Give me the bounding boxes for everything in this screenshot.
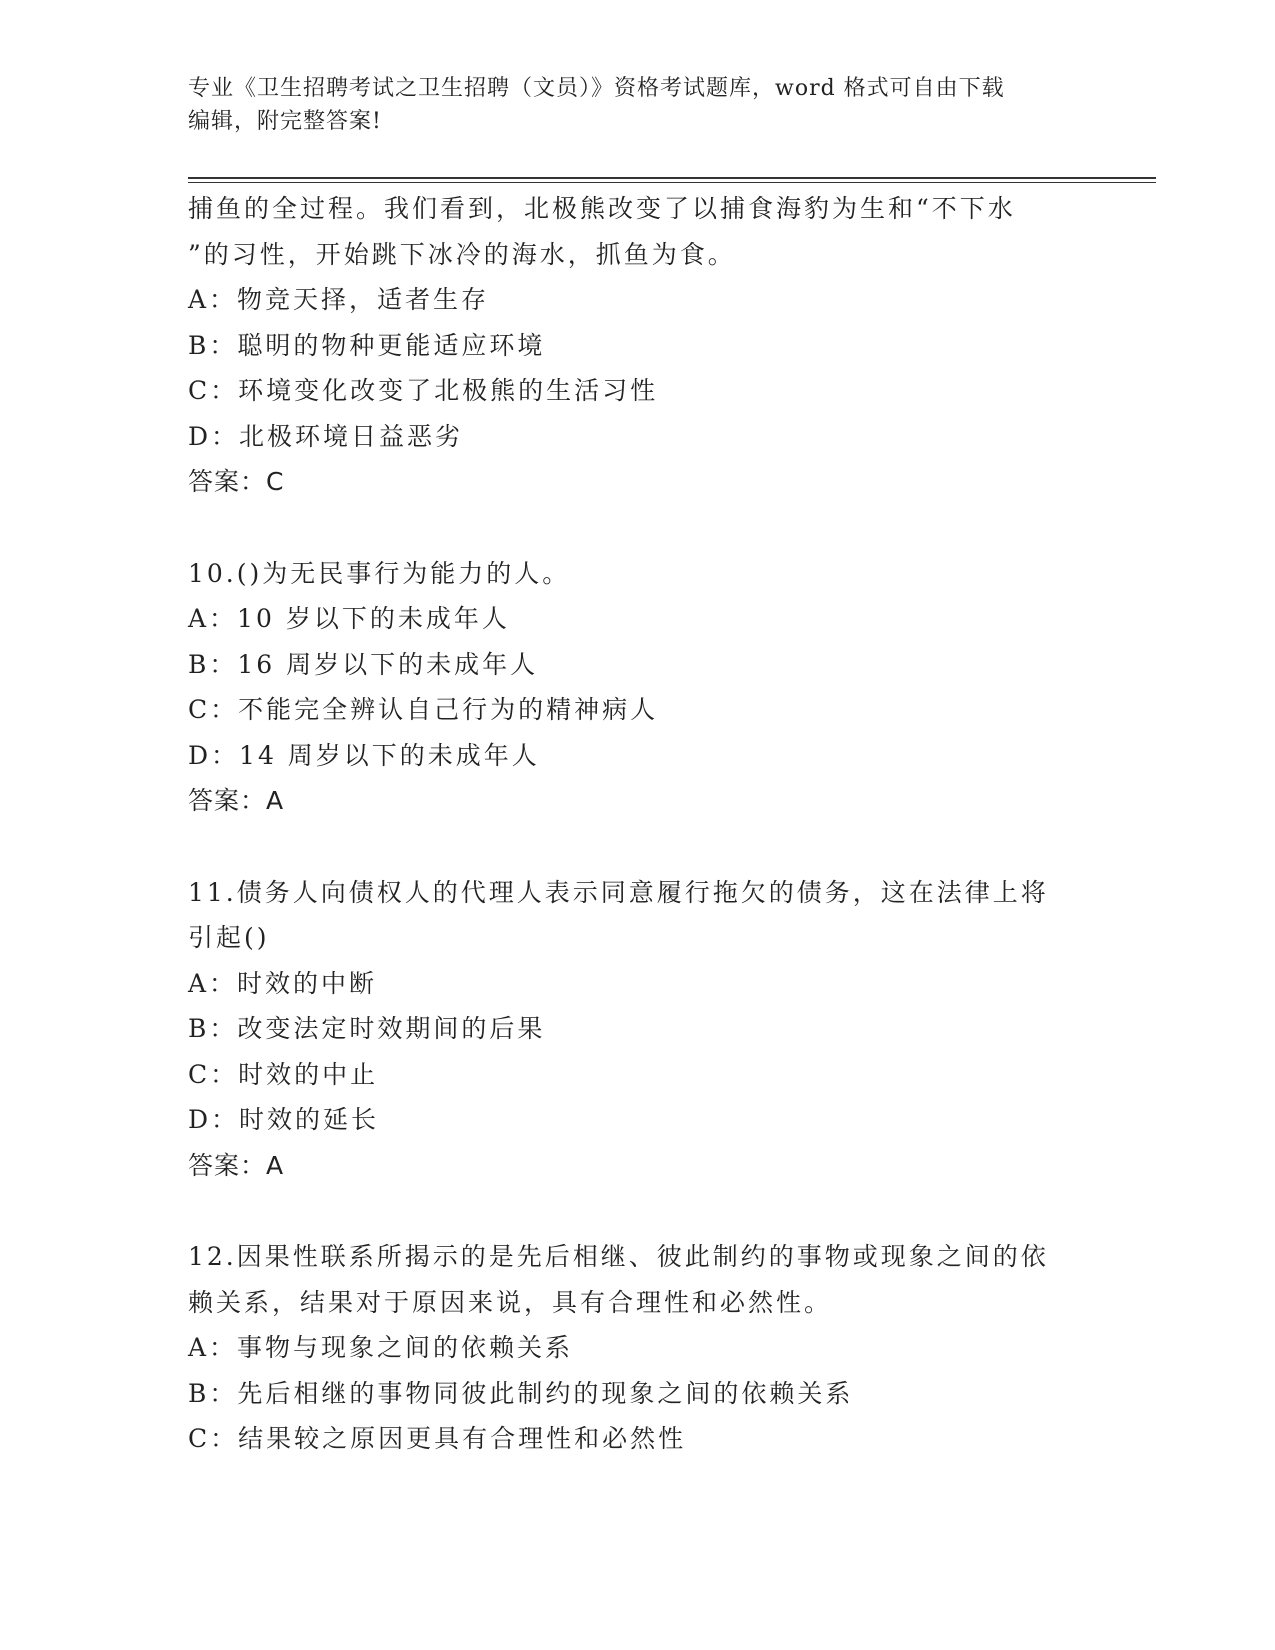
question-text-line: 11.债务人向债权人的代理人表示同意履行拖欠的债务，这在法律上将 — [188, 877, 1049, 907]
option-b: B：先后相继的事物同彼此制约的现象之间的依赖关系 — [188, 1378, 854, 1408]
header-line-2: 编辑，附完整答案! — [188, 109, 382, 134]
question-spacer — [188, 1188, 1088, 1234]
option-c: C：时效的中止 — [188, 1059, 379, 1089]
question-text-line: 10.()为无民事行为能力的人。 — [188, 558, 571, 588]
question-9 — [188, 186, 1088, 505]
option-b: B：16 周岁以下的未成年人 — [188, 649, 539, 679]
option-c: C：环境变化改变了北极熊的生活习性 — [188, 376, 659, 405]
question-11 — [188, 870, 1088, 1189]
option-c: C：不能完全辨认自己行为的精神病人 — [188, 695, 659, 724]
question-10 — [188, 551, 1088, 824]
question-text-line: 12.因果性联系所揭示的是先后相继、彼此制约的事物或现象之间的依 — [188, 1242, 1049, 1271]
question-text-line: 引起() — [188, 923, 270, 952]
document-header — [188, 72, 1088, 138]
answer-line: 答案：A — [188, 786, 285, 815]
question-spacer — [188, 505, 1088, 551]
option-a: A：物竞天择，适者生存 — [188, 285, 490, 314]
header-rule-thin — [188, 182, 1156, 183]
option-c: C：结果较之原因更具有合理性和必然性 — [188, 1424, 687, 1453]
option-a: A：时效的中断 — [188, 968, 378, 998]
question-list — [188, 186, 1088, 1462]
header-line-1: 专业《卫生招聘考试之卫生招聘（文员）》资格考试题库，word 格式可自由下载 — [188, 76, 1005, 101]
option-d: D：14 周岁以下的未成年人 — [188, 740, 540, 770]
question-text-line: 捕鱼的全过程。我们看到，北极熊改变了以捕食海豹为生和“不下水 — [188, 194, 1016, 223]
question-text-line: ”的习性，开始跳下冰冷的海水，抓鱼为食。 — [188, 239, 736, 269]
option-a: A：10 岁以下的未成年人 — [188, 604, 510, 633]
answer-line: 答案：C — [188, 467, 285, 496]
option-d: D：时效的延长 — [188, 1105, 380, 1134]
answer-line: 答案：A — [188, 1150, 285, 1180]
option-b: B：改变法定时效期间的后果 — [188, 1014, 546, 1043]
question-12 — [188, 1234, 1088, 1462]
option-b: B：聪明的物种更能适应环境 — [188, 330, 546, 360]
question-spacer — [188, 824, 1088, 870]
question-text-line: 赖关系，结果对于原因来说，具有合理性和必然性。 — [188, 1287, 833, 1317]
option-a: A：事物与现象之间的依赖关系 — [188, 1333, 574, 1362]
header-rule-thick — [188, 177, 1156, 179]
option-d: D：北极环境日益恶劣 — [188, 421, 464, 451]
